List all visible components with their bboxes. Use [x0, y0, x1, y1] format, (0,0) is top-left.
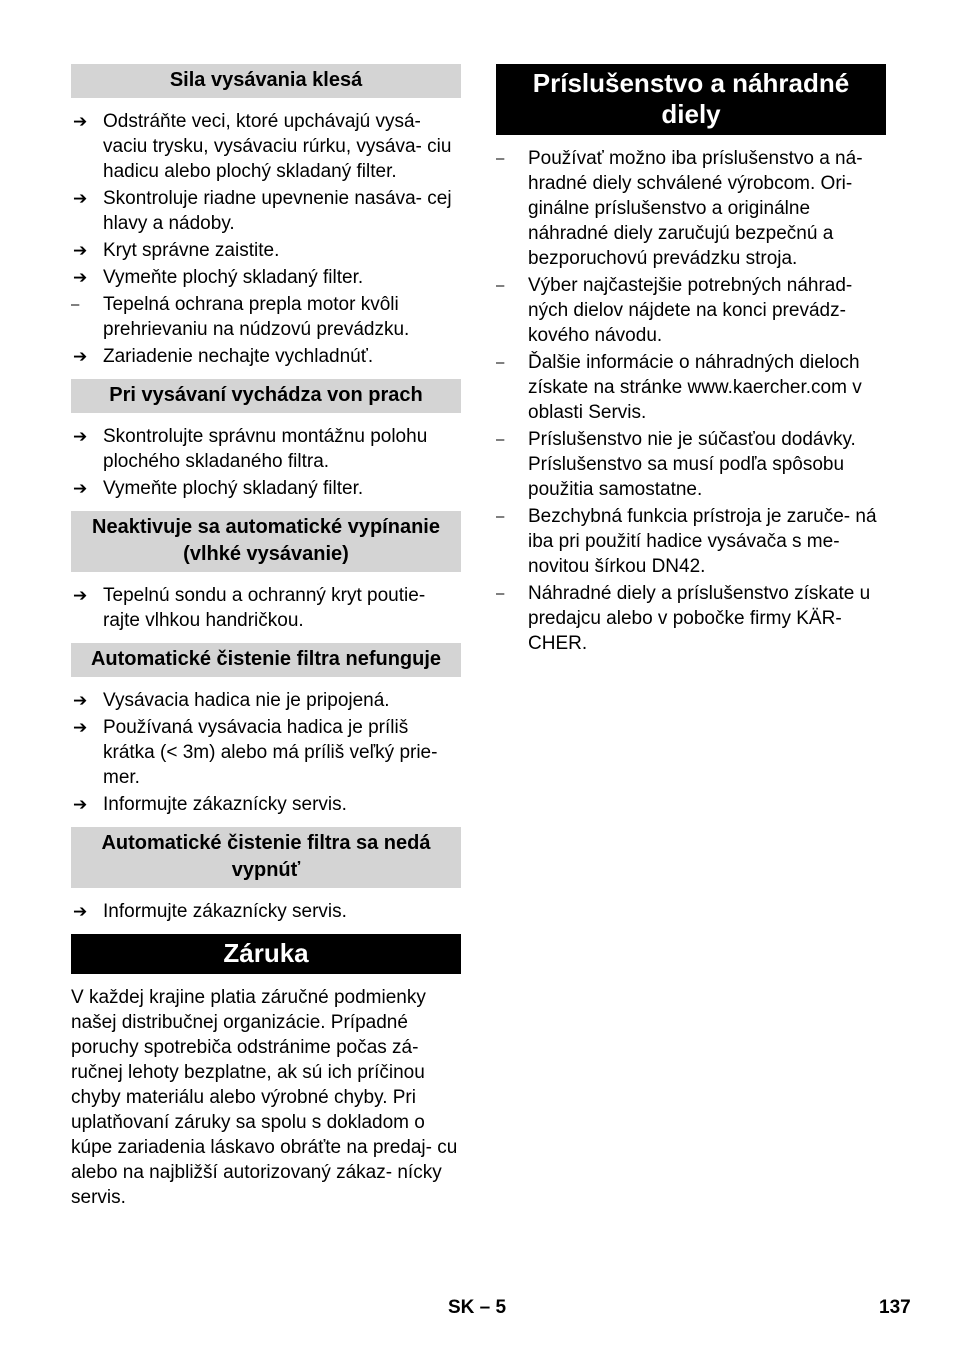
arrow-right-icon: ➔ [73, 112, 88, 131]
left-column [71, 64, 461, 1210]
arrow-right-icon: ➔ [73, 268, 88, 287]
list-item-text: Používať možno iba príslušenstvo a ná- hradné diely schválené výrobcom. Ori- ginálne príslušenstvo a originálne náhradné diely zaručujú bezpečnú a bezporuchovú prevádzku stroja. [528, 148, 863, 269]
list-item [71, 186, 461, 236]
list-item [71, 899, 461, 924]
arrow-right-icon: ➔ [73, 795, 88, 814]
list-item-text: Výber najčastejšie potrebných náhrad- ných dielov nájdete na konci prevádz- kového návodu. [528, 275, 853, 346]
list-item-text: Tepelnú sondu a ochranný kryt poutie- rajte vlhkou handričkou. [103, 585, 426, 631]
arrow-right-icon: ➔ [73, 427, 88, 446]
list-item [71, 344, 461, 369]
section-heading-auto-shutoff: Neaktivuje sa automatické vypínanie (vlhké vysávanie) [71, 511, 461, 572]
list-item [71, 476, 461, 501]
list-item [71, 109, 461, 184]
list-item-text: Kryt správne zaistite. [103, 240, 280, 261]
list-accessories [496, 146, 886, 656]
list-item-text: Bezchybná funkcia prístroja je zaruče- ná iba pri použití hadice vysávača s me- novitou šírkou DN42. [528, 506, 877, 577]
list-item-text: Zariadenie nechajte vychladnúť. [103, 346, 374, 367]
arrow-right-icon: ➔ [73, 241, 88, 260]
list-auto-shutoff [71, 583, 461, 633]
arrow-right-icon: ➔ [73, 347, 88, 366]
list-item [496, 273, 886, 348]
list-dust-escapes [71, 424, 461, 501]
warranty-text: V každej krajine platia záručné podmienky našej distribučnej organizácie. Prípadné poruchy spotrebiča odstránime počas zá- ručnej lehoty bezplatne, ak sú ich príčinou chyby materiálu alebo výrobné chyby. Pri uplatňovaní záruky sa spolu s dokladom o kúpe zariadenia láskavo obráťte na predaj- cu alebo na najbližší autorizovaný zákaz- nícky servis. [71, 987, 458, 1208]
list-item-text: Príslušenstvo nie je súčasťou dodávky. Príslušenstvo sa musí podľa spôsobu použitia samostatne. [528, 429, 856, 500]
dash-bullet-icon: – [496, 277, 505, 294]
list-item [71, 424, 461, 474]
list-item [71, 792, 461, 817]
dash-bullet-icon: – [496, 431, 505, 448]
section-heading-suction-drops: Sila vysávania klesá [71, 64, 461, 98]
list-filter-cleaning-fails [71, 688, 461, 817]
list-item-text: Informujte zákaznícky servis. [103, 901, 347, 922]
dash-bullet-icon: – [496, 150, 505, 167]
dash-bullet-icon: – [496, 585, 505, 602]
list-item-text: Vysávacia hadica nie je pripojená. [103, 690, 390, 711]
arrow-right-icon: ➔ [73, 718, 88, 737]
list-item-text: Používaná vysávacia hadica je príliš krátka (< 3m) alebo má príliš veľký prie- mer. [103, 717, 438, 788]
section-heading-dust-escapes: Pri vysávaní vychádza von prach [71, 379, 461, 413]
arrow-right-icon: ➔ [73, 189, 88, 208]
list-item [496, 504, 886, 579]
list-item-text: Odstráňte veci, ktoré upchávajú vysá- vaciu trysku, vysávaciu rúrku, vysáva- ciu hadicu alebo plochý skladaný filter. [103, 111, 452, 182]
list-item [496, 581, 886, 656]
list-item [496, 146, 886, 271]
section-heading-filter-cleaning-fails: Automatické čistenie filtra nefunguje [71, 643, 461, 677]
section-heading-filter-cleaning-no-off: Automatické čistenie filtra sa nedá vypnúť [71, 827, 461, 888]
list-item [71, 583, 461, 633]
list-item [71, 265, 461, 290]
list-item [71, 238, 461, 263]
list-item-text: Vymeňte plochý skladaný filter. [103, 478, 364, 499]
list-item [496, 427, 886, 502]
list-suction-drops [71, 109, 461, 369]
list-item-text: Ďalšie informácie o náhradných dieloch získate na stránke www.kaercher.com v oblasti Servis. [528, 352, 862, 423]
list-item-text: Skontrolujte správnu montážnu polohu plochého skladaného filtra. [103, 426, 428, 472]
list-item [71, 688, 461, 713]
arrow-right-icon: ➔ [73, 586, 88, 605]
list-item [496, 350, 886, 425]
list-item-text: Skontroluje riadne upevnenie nasáva- cej hlavy a nádoby. [103, 188, 452, 234]
section-heading-warranty: Záruka [71, 934, 461, 974]
dash-bullet-icon: – [71, 296, 80, 313]
footer-page-number: 137 [879, 1297, 911, 1318]
right-column [496, 64, 886, 658]
footer-section-label: SK – 5 [448, 1297, 507, 1318]
list-item-text: Vymeňte plochý skladaný filter. [103, 267, 364, 288]
arrow-right-icon: ➔ [73, 902, 88, 921]
dash-bullet-icon: – [496, 354, 505, 371]
list-filter-cleaning-no-off [71, 899, 461, 924]
list-item-text: Náhradné diely a príslušenstvo získate u predajcu alebo v pobočke firmy KÄR- CHER. [528, 583, 871, 654]
arrow-right-icon: ➔ [73, 691, 88, 710]
arrow-right-icon: ➔ [73, 479, 88, 498]
section-heading-accessories: Príslušenstvo a náhradné diely [496, 64, 886, 135]
list-item-text: Tepelná ochrana prepla motor kvôli prehrievaniu na núdzovú prevádzku. [103, 294, 410, 340]
list-item-text: Informujte zákaznícky servis. [103, 794, 347, 815]
list-item [71, 292, 461, 342]
list-item [71, 715, 461, 790]
dash-bullet-icon: – [496, 508, 505, 525]
